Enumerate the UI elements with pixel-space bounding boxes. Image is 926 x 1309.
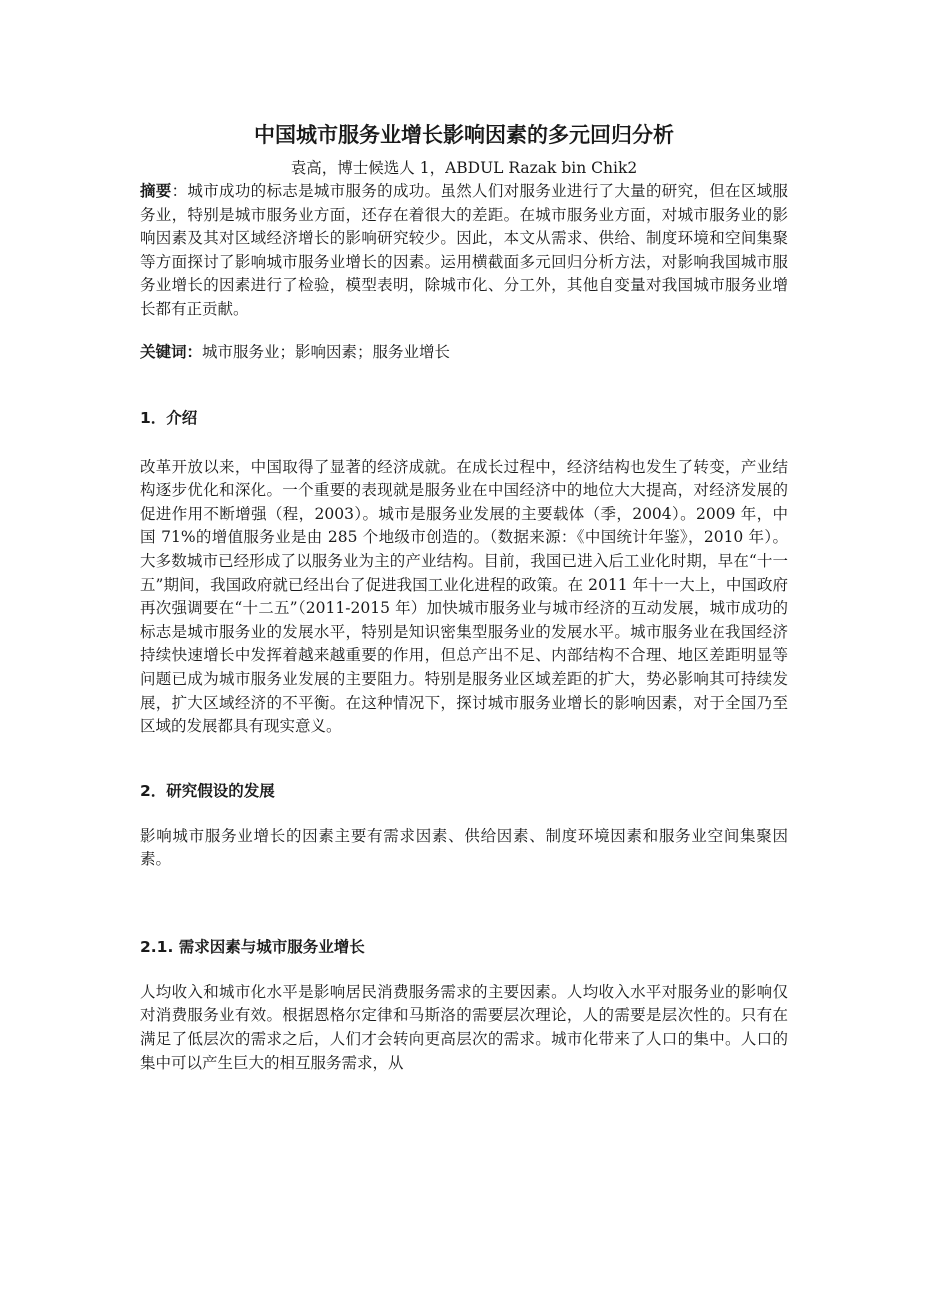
keywords-label: 关键词： — [140, 342, 203, 361]
section-heading-introduction: 1．介绍 — [140, 408, 198, 427]
section-body-hypotheses: 影响城市服务业增长的因素主要有需求因素、供给因素、制度环境因素和服务业空间集聚因素。 — [140, 826, 788, 869]
subsection-body-demand: 人均收入和城市化水平是影响居民消费服务需求的主要因素。人均收入水平对服务业的影响仅对消费服务业有效。根据恩格尔定律和马斯洛的需要层次理论，人的需要是层次性的。只有在满足了低层次的需求之后，人们才会转向更高层次的需求。城市化带来了人口的集中。人口的集中可以产生巨大的相互服务需求，从 — [140, 982, 788, 1072]
section-heading-hypotheses: 2．研究假设的发展 — [140, 781, 275, 800]
abstract-label: 摘要 — [140, 182, 172, 200]
subsection-heading-demand: 2.1. 需求因素与城市服务业增长 — [140, 937, 365, 956]
abstract-text: ：城市成功的标志是城市服务的成功。虽然人们对服务业进行了大量的研究，但在区域服务业，特别是城市服务业方面，还存在着很大的差距。在城市服务业方面，对城市服务业的影响因素及其对区域经济增长的影响研究较少。因此，本文从需求、供给、制度环境和空间集聚等方面探讨了影响城市服务业增长的因素。运用横截面多元回归分析方法，对影响我国城市服务业增长的因素进行了检验，模型表明，除城市化、分工外，其他自变量对我国城市服务业增长都有正贡献。 — [140, 182, 788, 318]
keywords — [140, 340, 788, 364]
abstract — [140, 180, 788, 322]
keywords-text: 城市服务业；影响因素；服务业增长 — [202, 342, 451, 361]
author-line: 袁高，博士候选人 1，ABDUL Razak bin Chik2 — [290, 159, 638, 177]
section-body-introduction: 改革开放以来，中国取得了显著的经济成就。在成长过程中，经济结构也发生了转变，产业结构逐步优化和深化。一个重要的表现就是服务业在中国经济中的地位大大提高，对经济发展的促进作用不断增强（程，2003）。城市是服务业发展的主要载体（季，2004）。2009 年，中国 71%的增值服务业是由 285 个地级市创造的。（数据来源：《中国统计年鉴》，2010 年）。大多数城市已经形成了以服务业为主的产业结构。目前，我国已进入后工业化时期，早在“十一五”期间，我国政府就已经出台了促进我国工业化进程的政策。在 2011 年十一大上，中国政府再次强调要在“十二五”（2011-2015 年）加快城市服务业与城市经济的互动发展，城市成功的标志是城市服务业的发展水平，特别是知识密集型服务业的发展水平。城市服务业在我国经济持续快速增长中发挥着越来越重要的作用，但总产出不足、内部结构不合理、地区差距明显等问题已成为城市服务业发展的主要阻力。特别是服务业区域差距的扩大，势必影响其可持续发展，扩大区域经济的不平衡。在这种情况下，探讨城市服务业增长的影响因素，对于全国乃至区域的发展都具有现实意义。 — [140, 457, 788, 736]
paper-title: 中国城市服务业增长影响因素的多元回归分析 — [254, 123, 674, 147]
paper-page — [140, 120, 788, 1075]
